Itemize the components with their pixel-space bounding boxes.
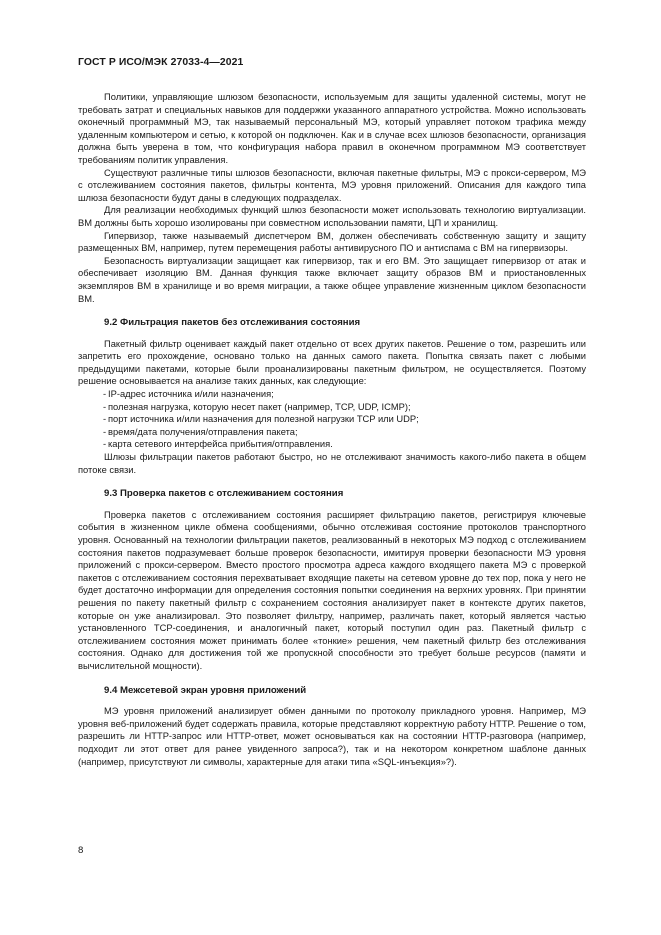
body-paragraph: Для реализации необходимых функций шлюз безопасности может использовать технологию виртуализации. ВМ должны быть хорошо изолированы при совместном использовании памяти, ЦП и хранилищ. <box>78 205 586 228</box>
body-paragraph: Безопасность виртуализации защищает как гипервизор, так и его ВМ. Это защищает гипервизор от атак и обеспечивает изоляцию ВМ. Данная функция также включает защиту образов ВМ и приостановленных экземпляров ВМ в хранилище и во время миграции, а также общее управление жизненным циклом безопасности ВМ. <box>78 255 586 304</box>
page-number: 8 <box>78 845 84 856</box>
body-paragraph: Политики, управляющие шлюзом безопасности, используемым для защиты удаленной системы, могут не требовать затрат и специальных навыков для поддержки указанного аппаратного устройства. Можно использовать оконечный программный МЭ, так называемый персональный МЭ, который управляет потоком трафика между удаленным компьютером и сетью, к которой он подключен. Как и в случае всех шлюзов безопасности, организация должна быть уверена в том, что конфигурация набора правил в оконечном программном МЭ соответствует требованиям политик управления. <box>78 92 586 165</box>
body-paragraph: Проверка пакетов с отслеживанием состояния расширяет фильтрацию пакетов, регистрируя ключевые события в жизненном цикле обмена сообщениями, обычно отслеживая состояние протоколов транспортного уровня. Основанный на технологии фильтрации пакетов, реализованный в некоторых МЭ подход с отслеживанием состояния пакетов подразумевает больше проверок безопасности, имитируя проверки безопасности МЭ уровня приложений с прокси-сервером. Вместо простого просмотра адреса каждого входящего пакета МЭ с проверкой пакетов с отслеживанием состояния перехватывает входящие пакеты на сетевом уровне до тех пор, пока у него не будет достаточно информации для определения состояния попытки соединения на верхних уровнях. При принятии решения по пакету пакетный фильтр с сохранением состояния анализирует пакет в контексте других пакетов, которые он уже анализировал. Это позволяет фильтру, например, различать пакет, который является частью установленного TCP-соединения, и аналогичный пакет, который поступил один раз. Пакетный фильтр с отслеживанием состояния может принимать более «тонкие» решения, чем пакетный фильтр без отслеживания состояния. Однако для достижения той же пропускной способности это требует больше ресурсов (памяти и вычислительной мощности). <box>78 509 586 671</box>
page-content <box>78 91 586 768</box>
document-header: ГОСТ Р ИСО/МЭК 27033-4—2021 <box>78 57 244 68</box>
body-paragraph: Существуют различные типы шлюзов безопасности, включая пакетные фильтры, МЭ с прокси-сервером, МЭ с отслеживанием состояния пакетов, фильтры контента, МЭ уровня приложений. Описания для каждого типа шлюза безопасности будут даны в следующих подразделах. <box>78 167 586 203</box>
list-item: - IP-адрес источника и/или назначения; <box>78 388 586 401</box>
criteria-list <box>78 388 586 451</box>
list-item: - полезная нагрузка, которую несет пакет (например, TCP, UDP, ICMP); <box>78 401 586 414</box>
list-item: - время/дата получения/отправления пакета; <box>78 426 586 439</box>
section-heading-9-3: 9.3 Проверка пакетов с отслеживанием состояния <box>104 488 344 500</box>
body-paragraph: МЭ уровня приложений анализирует обмен данными по протоколу прикладного уровня. Например, МЭ уровня веб-приложений будет содержать правила, которые представляют корректную работу HTTP. Решение о том, разрешить ли HTTP-запрос или HTTP-ответ, может основываться как на состоянии HTTP-разговора (например, подходит ли этот ответ для ранее увиденного запроса?), так и на некотором конкретном шаблоне данных (например, присутствуют ли символы, характерные для атаки типа «SQL-инъекция»?). <box>78 706 586 767</box>
section-heading-9-2: 9.2 Фильтрация пакетов без отслеживания состояния <box>104 317 361 329</box>
body-paragraph: Гипервизор, также называемый диспетчером ВМ, должен обеспечивать собственную защиту и защиту размещенных ВМ, например, путем перемещения работы антивирусного ПО и антиспама с ВМ на гипервизоры. <box>78 230 586 254</box>
list-item: - карта сетевого интерфейса прибытия/отправления. <box>78 438 586 451</box>
section-heading-9-4: 9.4 Межсетевой экран уровня приложений <box>104 684 307 696</box>
body-paragraph: Пакетный фильтр оценивает каждый пакет отдельно от всех других пакетов. Решение о том, разрешить или запретить его прохождение, основано только на данных самого пакета. Попытка связать пакет с любыми предыдущими пакетами, которые были проанализированы пакетным фильтром, не осуществляется. Поэтому решение основывается на анализе таких данных, как следующие: <box>78 338 586 387</box>
body-paragraph: Шлюзы фильтрации пакетов работают быстро, но не отслеживают значимость какого-либо пакета в общем потоке связи. <box>78 452 586 475</box>
list-item: - порт источника и/или назначения для полезной нагрузки TCP или UDP; <box>78 413 586 426</box>
